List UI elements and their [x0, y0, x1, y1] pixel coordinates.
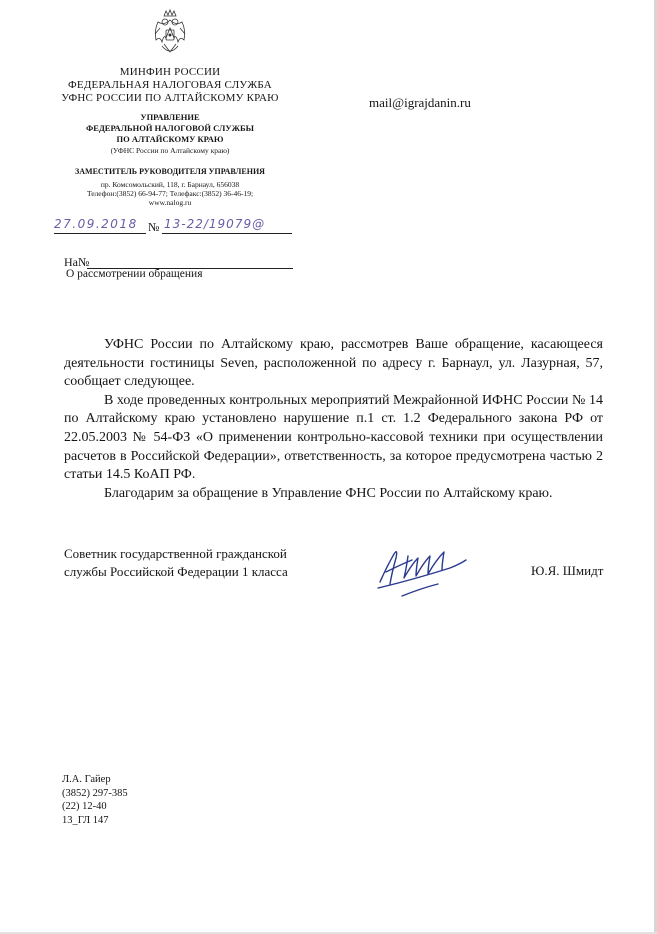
service-name: ФЕДЕРАЛЬНАЯ НАЛОГОВАЯ СЛУЖБА	[68, 79, 272, 91]
body-paragraph-2: В ходе проведенных контрольных мероприятий Межрайонной ИФНС России № 14 по Алтайскому краю установлено нарушение п.1 ст. 1.2 Федерального закона РФ от 22.05.2003 № 54-ФЗ «О применении контрольно-кассовой техники при осуществлении расчетов в Российской Федерации», ответственность, за которое предусмотрена частью 2 статьи 14.5 КоАП РФ.	[64, 392, 603, 483]
coat-of-arms-icon	[152, 8, 188, 58]
postal-address: пр. Комсомольский, 118, г. Барнаул, 656038	[100, 180, 240, 189]
recipient-email: mail@igrajdanin.ru	[369, 95, 471, 110]
deputy-head-title: ЗАМЕСТИТЕЛЬ РУКОВОДИТЕЛЯ УПРАВЛЕНИЯ	[75, 167, 265, 176]
signer-name: Ю.Я. Шмидт	[531, 563, 604, 578]
contact-block	[40, 181, 300, 208]
department-line-3: ПО АЛТАЙСКОМУ КРАЮ	[116, 134, 224, 144]
registration-date: 27.09.2018	[54, 217, 138, 231]
handwritten-signature-icon	[372, 538, 472, 602]
reference-label: На№	[64, 255, 90, 269]
executor-block	[62, 773, 128, 827]
department-header	[40, 113, 300, 146]
phone-fax: Телефон:(3852) 66-94-77; Телефакс:(3852) 36-46-19;	[86, 188, 254, 198]
signer-title-line-1: Советник государственной гражданской	[64, 546, 287, 561]
letter-body	[64, 336, 603, 503]
agency-header	[40, 66, 300, 105]
signer-title	[64, 545, 288, 581]
website: www.nalog.ru	[148, 197, 192, 207]
number-sign: №	[148, 220, 160, 234]
number-underline	[162, 233, 292, 234]
executor-phone-1: (3852) 297-385	[62, 787, 128, 799]
body-paragraph-3: Благодарим за обращение в Управление ФНС России по Алтайскому краю.	[104, 485, 553, 501]
executor-phone-2: (22) 12-40	[62, 801, 107, 812]
registration-line	[54, 215, 304, 237]
signer-title-line-2: службы Российской Федерации 1 класса	[64, 564, 288, 579]
department-line-1: УПРАВЛЕНИЕ	[140, 112, 200, 122]
department-short-name: (УФНС России по Алтайскому краю)	[110, 146, 230, 155]
document-code: 13_ГЛ 147	[62, 814, 109, 826]
registration-number: 13-22/19079@	[164, 217, 266, 231]
body-paragraph-1: УФНС России по Алтайскому краю, рассмотрев Ваше обращение, касающееся деятельности гостиницы Seven, расположенной по адресу г. Барнаул, ул. Лазурная, 57, сообщает следующее.	[64, 337, 603, 390]
ministry-name: МИНФИН РОССИИ	[119, 66, 221, 78]
executor-name: Л.А. Гайер	[62, 774, 111, 785]
department-line-2: ФЕДЕРАЛЬНОЙ НАЛОГОВОЙ СЛУЖБЫ	[85, 123, 255, 133]
regional-office-name: УФНС РОССИИ ПО АЛТАЙСКОМУ КРАЮ	[61, 92, 279, 104]
date-underline	[54, 233, 146, 234]
letter-subject: О рассмотрении обращения	[66, 268, 203, 280]
